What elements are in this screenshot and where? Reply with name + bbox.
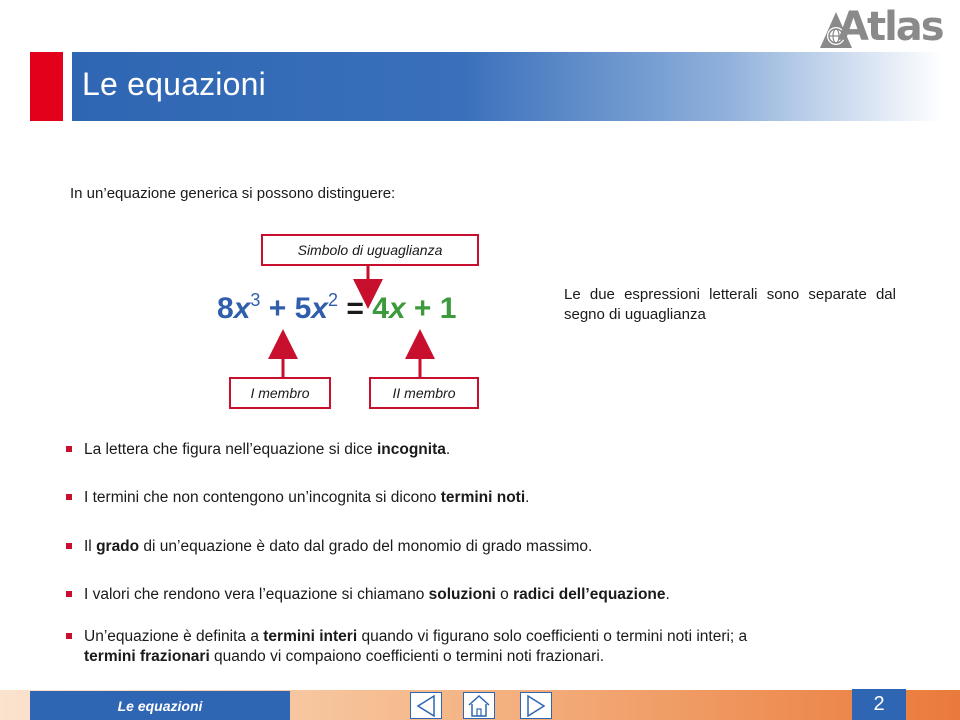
page-number: 2: [852, 689, 906, 720]
home-icon: [467, 695, 491, 717]
members-explanation: Le due espressioni letterali sono separate dal segno di uguaglianza: [564, 286, 896, 323]
equation-second-member: 4x + 1: [372, 292, 457, 325]
page-title: Le equazioni: [82, 66, 266, 102]
bullet-known-terms: I termini che non contengono un’incognita si dicono termini noti.: [64, 488, 904, 508]
equation-equal-sign: =: [337, 292, 373, 325]
bullet-degree: Il grado di un’equazione è dato dal grado del monomio di grado massimo.: [64, 537, 904, 557]
home-button[interactable]: [463, 692, 495, 719]
previous-slide-button[interactable]: [410, 692, 442, 719]
intro-text: In un’equazione generica si possono distinguere:: [70, 185, 396, 202]
footer-section-label: Le equazioni: [117, 697, 203, 714]
footer-section-tab: [30, 691, 290, 720]
triangle-left-icon: [416, 695, 436, 717]
equation-first-member: $8x^3 + 5x^2$: [217, 290, 338, 325]
bullet-solutions: I valori che rendono vera l’equazione si chiamano soluzioni o radici dell’equazione.: [64, 585, 904, 605]
first-member-label: [229, 377, 331, 409]
second-member-text: II membro: [392, 385, 456, 401]
bullet-unknown: La lettera che figura nell’equazione si dice incognita.: [64, 440, 904, 460]
first-member-text: I membro: [250, 385, 310, 401]
equality-symbol-text: Simbolo di uguaglianza: [297, 242, 443, 258]
triangle-right-icon: [526, 695, 546, 717]
equation: [217, 290, 456, 326]
logo-text: Atlas: [838, 4, 943, 50]
bullet-integer-fractional: Un’equazione è definita a termini interi quando vi figurano solo coefficienti o termini noti interi; a termini frazionari quando vi compaiono coefficienti o termini noti frazionari.: [64, 627, 898, 667]
second-member-label: [369, 377, 479, 409]
next-slide-button[interactable]: [520, 692, 552, 719]
